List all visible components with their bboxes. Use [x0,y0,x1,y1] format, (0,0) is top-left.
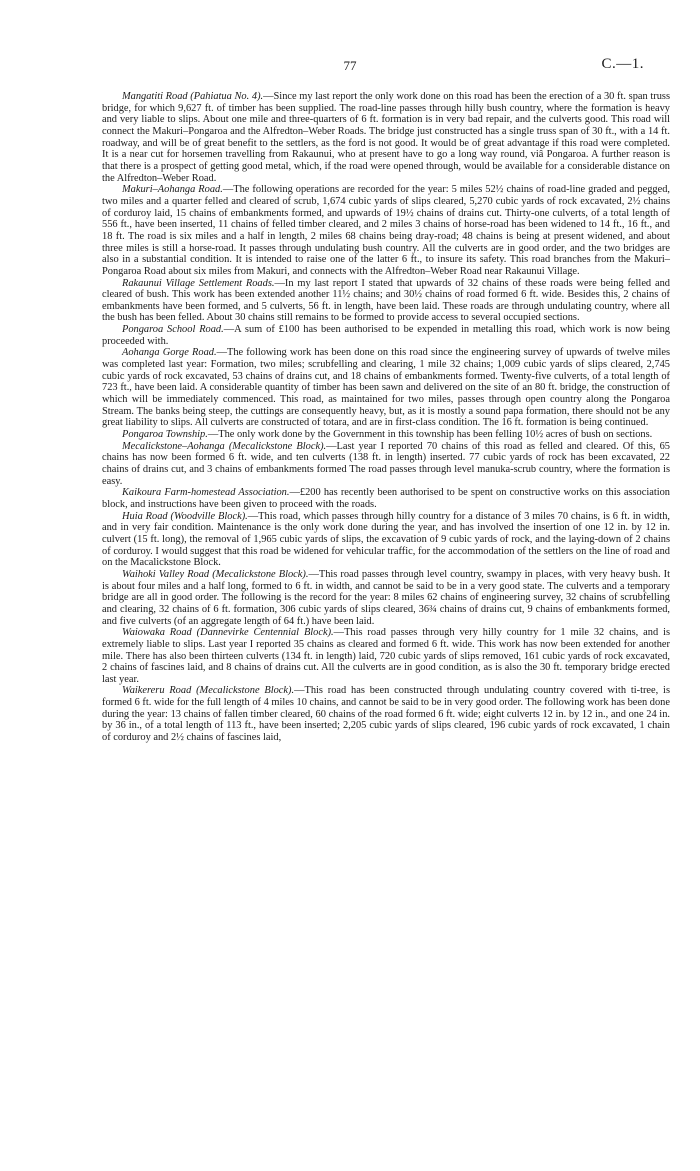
paragraph-aohanga-gorge-road [102,347,670,429]
paragraph-heading: Mangatiti Road (Pahiatua No. 4). [122,91,264,102]
paragraph-text: —£200 has recently been authorised to be spent on constructive works on this association block, and instructions have been given to proceed with the roads. [102,487,670,510]
paragraph-pongaroa-school-road [102,324,670,347]
paragraph-pongaroa-township [102,429,670,441]
paragraph-heading: Pongaroa School Road. [122,324,224,336]
paragraph-text: —The following work has been done on this road since the engineering survey of upwards of twelve miles was completed last year: Formation, two miles; scrubfelling and clearing, 1 mile 32 chains; 1,009 cubic yards of slips cleared, 2,745 cubic yards of rock excavated, 53 chains of drains cut, and 18 chains of embankments formed. Twenty-five culverts, of a total length of 723 ft., have been laid. A considerable quantity of timber has been sawn and delivered on the site of an 80 ft. bridge, the construction of which will be immediately commenced. This road, as maintained for two miles, passes through open country along the Pongaroa Stream. The banks being steep, the cuttings are consequently heavy, but, as it is mostly a sound papa formation, there should not be any great liability to slips. All culverts are constructed of totara, and are in first-class condition. The 16 ft. formation is being continued. [102,347,670,429]
paragraph-text: —This road, which passes through hilly country for a distance of 3 miles 70 chains, is 6 ft. in width, and in very fair condition. Maintenance is the only work done during the year, and has involved the insertion of one 12 in. by 12 in. culvert (15 ft. long), the removal of 1,965 cubic yards of slips, the excavation of 9 cubic yards of rock, and the laying-down of 2 chains of corduroy. I would suggest that this road be widened for vehicular traffic, for the accommodation of the settlers on the line of road and on the Macalickstone Block. [102,510,670,569]
paragraph-text: —This road passes through very hilly country for 1 mile 32 chains, and is extremely liable to slips. Last year I reported 35 chains as cleared and formed 6 ft. wide. This work has now been extended for another mile. There has also been thirteen culverts (134 ft. in length) laid, 720 cubic yards of slips removed, 161 cubic yards of rock excavated, 2 chains of fascines laid, and 8 chains of drains cut. All the culverts are in good condition, as is also the 30 ft. temporary bridge erected last year. [102,627,670,685]
paragraph-huia-road [102,511,670,569]
paragraph-heading: Makuri–Aohanga Road. [122,184,223,196]
paragraph-text: —The following operations are recorded for the year: 5 miles 52½ chains of road-line graded and pegged, two miles and a quarter felled and cleared of scrub, 1,674 cubic yards of slips cleared, 5,270 cubic yards of rock excavated, 2½ chains of corduroy laid, 15 chains of embankments formed, and upwards of 19½ chains of drains cut. Thirty-one culverts, of a total length of 556 ft., have been inserted, 11 chains of felled timber cleared, and 2 miles 3 chains of horse-road has been widened to 14 ft., 16 ft., and 18 ft. The road is six miles and a half in length, 2 miles 68 chains being dray-road; 48 chains is being at present widened, and about three miles is still a horse-road. It passes through undulating bush country. All the culverts are in good order, and the two bridges are also in a substantial condition. It is intended to raise one of the latter 6 ft., to insure its safety. This road branches from the Makuri–Pongaroa Road about six miles from Makuri, and connects with the Alfredton–Weber Road near Rakaunui Village. [102,184,670,277]
paragraph-text: —This road passes through level country, swampy in places, with very heavy bush. It is about four miles and a half long, formed to 6 ft. in width, and cannot be said to be in a very good state. The culverts and a temporary bridge are all in good order. The following is the record for the year: 8 miles 62 chains of engineering survey, 32 chains of scrubfelling and clearing, 32 chains of 6 ft. formation, 306 cubic yards of slips cleared, 36¾ chains of drains cut, 9 chains of embankments formed, and five culverts (of an aggregate length of 64 ft.) have been laid. [102,568,670,627]
paragraph-text: —A sum of £100 has been authorised to be expended in metalling this road, which work is now being proceeded with. [102,324,670,347]
paragraph-kaikoura-association [102,487,670,510]
paragraph-heading: Waikereru Road (Mecalickstone Block). [122,685,295,697]
paragraph-text: —This road has been constructed through undulating country covered with ti-tree, is formed 6 ft. wide for the full length of 4 miles 10 chains, and cannot be said to be in very good order. The following work has been done during the year: 13 chains of fallen timber cleared, 60 chains of the road formed 6 ft. wide; eight culverts 12 in. by 12 in., and one 24 in. by 36 in., of a total length of 113 ft., have been inserted; 2,205 cubic yards of slips cleared, 196 cubic yards of rock excavated, 1 chain of corduroy and 2½ chains of fascines laid, [102,685,670,744]
page-number: 77 [343,58,357,73]
document-reference: C.—1. [601,56,644,72]
paragraph-heading: Waihoki Valley Road (Mecalickstone Block). [122,568,309,580]
paragraph-heading: Aohanga Gorge Road. [122,347,217,359]
paragraph-heading: Pongaroa Township. [122,429,208,441]
paragraph-mangatiti-road [102,91,670,184]
paragraph-rakaunui-village-roads [102,278,670,325]
paragraph-text: —Last year I reported 70 chains of this road as felled and cleared. Of this, 65 chains has now been formed 6 ft. wide, and ten culverts (138 ft. in length) inserted. 77 cubic yards of rock has been excavated, 22 chains of drains cut, and 3 chains of embankments formed The road passes through level manuka-scrub country, where the formation is easy. [102,440,670,487]
paragraph-text: —Since my last report the only work done on this road has been the erection of a 30 ft. span truss bridge, for which 9,627 ft. of timber has been supplied. The road-line passes through hilly bush country, where the formation is heavy and very liable to slips. About one mile and three-quarters of 6 ft. formation is in very bad repair, and the culverts good. This road will connect the Makuri–Pongaroa and the Alfredton–Weber Roads. The bridge just constructed has a single truss span of 30 ft., with a 14 ft. roadway, and will be of great benefit to the settlers, as the ford is not good. It would be of great advantage if this road were completed. It is a near cut for horsemen travelling from Rakaunui, who at present have to go a long way round, viâ Pongaroa. A further reason is that there is a prospect of getting good metal, which, if the road were opened through, would be available for a considerable distance on the Alfredton–Weber Road. [102,91,671,184]
paragraph-makuri-aohanga-road [102,184,670,277]
paragraph-heading: Mecalickstone–Aohanga (Mecalickstone Block). [122,440,327,452]
paragraph-waiowaka-road [102,627,670,685]
paragraph-heading: Waiowaka Road (Dannevirke Centennial Block). [122,627,334,639]
paragraph-heading: Rakaunui Village Settlement Roads. [122,277,275,289]
paragraph-waihoki-valley-road [102,569,670,627]
paragraph-text: —The only work done by the Government in this township has been felling 10½ acres of bush on sections. [207,429,653,441]
paragraph-waikereru-road [102,685,670,743]
paragraph-text: —In my last report I stated that upwards of 32 chains of these roads were being felled and cleared of bush. This work has been extended another 11½ chains; and 30½ chains of road formed 6 ft. wide. Besides this, 2 chains of embankments have been formed, and 5 culverts, 56 ft. in length, have been laid. These roads are through undulating country, where all the bush has been felled. About 30 chains still remains to be formed to provide access to several occupied sections. [102,277,670,324]
body-text [102,91,670,744]
paragraph-mecalickstone-aohanga [102,441,670,488]
paragraph-heading: Huia Road (Woodville Block). [122,510,248,522]
paragraph-heading: Kaikoura Farm-homestead Association. [122,487,290,499]
